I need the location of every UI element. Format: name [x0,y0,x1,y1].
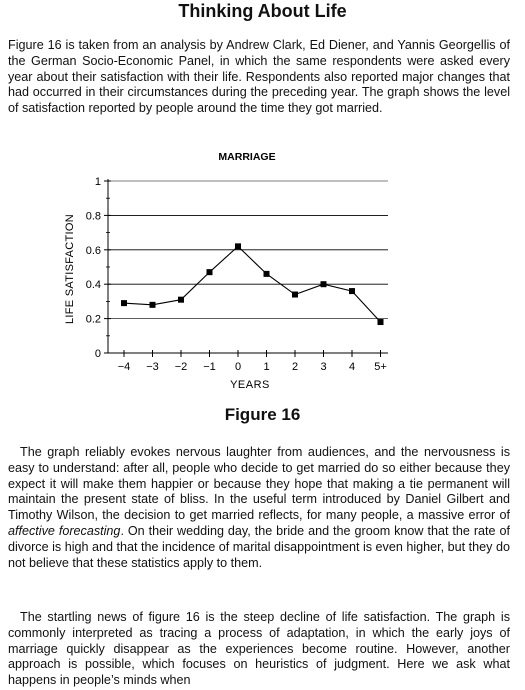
x-tick-label: −3 [146,361,159,373]
y-tick-label: 0.6 [85,244,101,257]
data-point [235,243,241,249]
data-point [264,271,270,277]
x-tick-label: −1 [203,361,216,373]
data-point [121,300,127,306]
y-tick-label: 0 [94,348,101,360]
affective-forecasting-emphasis: affective forecasting [8,523,121,538]
x-tick-label: 2 [291,361,299,373]
figure-caption: Figure 16 [224,405,301,424]
chart-title: MARRIAGE [218,151,276,163]
data-point [207,269,213,275]
y-axis-label: LIFE SATISFACTION [64,213,76,325]
x-tick-label: −4 [117,361,131,373]
data-point [349,288,355,294]
y-tick-label: 0.4 [85,279,101,292]
y-tick-label: 0.2 [85,313,101,326]
paragraph-2-before: The graph reliably evokes nervous laughter from audiences, and the nervousness is easy to understand: after all, people who decide to get married do so either because they expect it will make them happier or because they hope that making a tie permanent will maintain the present state of bliss. In the useful term introduced by Daniel Gilbert and Timothy Wilson, the decision to get married reflects, for many people, a massive error of [8,445,510,523]
x-tick-label: 0 [234,361,242,373]
body-paragraph-2 [8,445,510,571]
x-axis-label: YEARS [230,379,270,391]
data-point [378,319,384,325]
data-point [321,281,327,287]
data-point [150,302,156,308]
chart-ticks [86,176,387,373]
page-title: Thinking About Life [178,1,347,21]
x-tick-label: 4 [348,361,356,373]
y-tick-label: 1 [94,176,101,188]
x-tick-label: 1 [263,361,270,373]
x-tick-label: 5+ [374,361,387,373]
x-tick-label: 3 [320,361,327,373]
data-point [178,297,184,303]
data-point [292,292,298,298]
x-tick-label: −2 [174,361,188,373]
intro-paragraph: Figure 16 is taken from an analysis by Andrew Clark, Ed Diener, and Yannis Georgellis of the German Socio-Economic Panel, in which the same respondents were asked every year about their satisfaction with their life. Respondents also reported major changes that had occurred in their circumstances during the preceding year. The graph shows the level of satisfaction reported by people around the time they got married. [8,38,510,116]
chart-gridlines [108,181,388,319]
paragraph-2-after: . On their wedding day, the bride and the groom know that the rate of divorce is high and that the incidence of marital disappointment is even higher, but they do not believe that these statistics apply to them. [8,523,510,570]
chart-axes [108,179,388,353]
y-tick-label: 0.8 [85,210,101,223]
body-paragraph-3: The startling news of figure 16 is the steep decline of life satisfaction. The graph is commonly interpreted as tracing a process of adaptation, in which the early joys of marriage quickly disappear as the experiences become routine. However, another approach is possible, which focuses on heuristics of judgment. Here we ask what happens in people’s minds when [8,610,510,688]
marriage-chart [0,145,525,395]
